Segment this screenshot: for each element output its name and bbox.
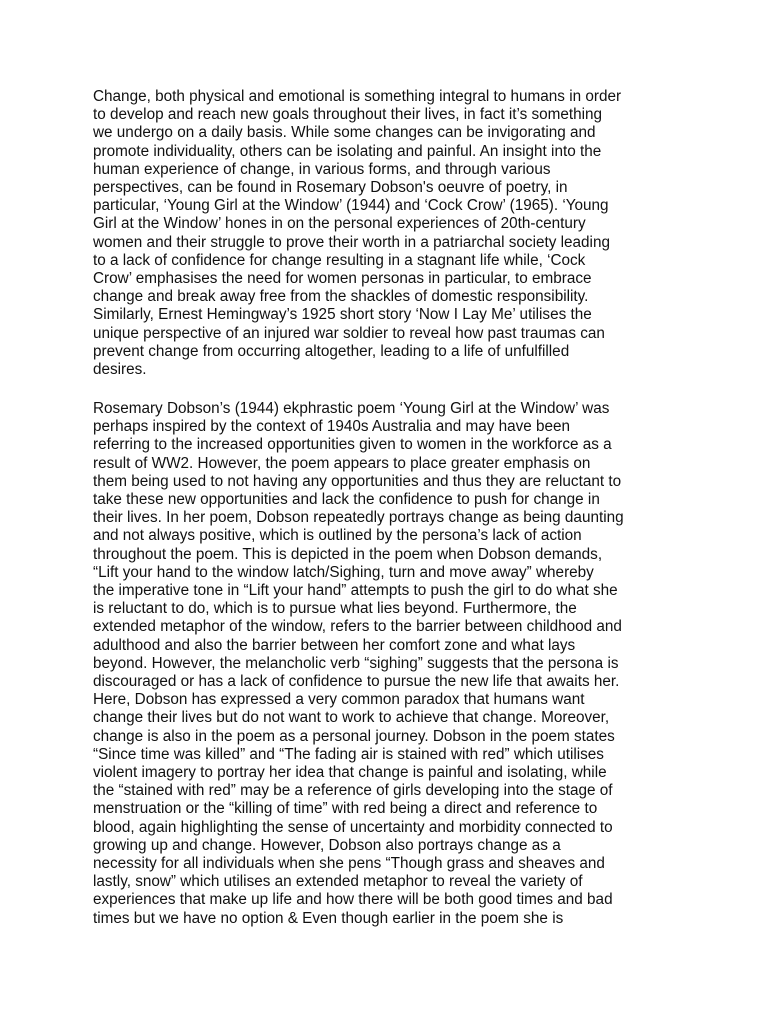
text-line: prevent change from occurring altogether, leading to a life of unfulfilled <box>93 342 570 360</box>
text-line: their lives. In her poem, Dobson repeatedly portrays change as being daunting <box>93 509 624 527</box>
text-line: growing up and change. However, Dobson also portrays change as a <box>93 836 561 854</box>
paragraph-intro <box>93 88 693 379</box>
text-line: violent imagery to portray her idea that change is painful and isolating, while <box>93 764 607 782</box>
text-line: desires. <box>93 361 147 379</box>
text-line: lastly, snow” which utilises an extended metaphor to reveal the variety of <box>93 873 583 891</box>
text-line: take these new opportunities and lack the confidence to push for change in <box>93 491 600 509</box>
text-line: extended metaphor of the window, refers to the barrier between childhood and <box>93 618 622 636</box>
text-line: change and break away free from the shackles of domestic responsibility. <box>93 288 589 306</box>
text-line: Here, Dobson has expressed a very common paradox that humans want <box>93 691 585 709</box>
text-line: Crow’ emphasises the need for women personas in particular, to embrace <box>93 270 592 288</box>
text-line: to a lack of confidence for change resulting in a stagnant life while, ‘Cock <box>93 251 586 269</box>
text-line: to develop and reach new goals throughout their lives, in fact it’s something <box>93 106 603 124</box>
text-line: unique perspective of an injured war soldier to reveal how past traumas can <box>93 324 605 342</box>
text-line: Girl at the Window’ hones in on the personal experiences of 20th-century <box>93 215 586 233</box>
text-line: change is also in the poem as a personal journey. Dobson in the poem states <box>93 727 615 745</box>
text-line: discouraged or has a lack of confidence to pursue the new life that awaits her. <box>93 673 620 691</box>
text-line: Rosemary Dobson’s (1944) ekphrastic poem ‘Young Girl at the Window’ was <box>93 400 610 417</box>
text-line: and not always positive, which is outlined by the persona’s lack of action <box>93 527 582 545</box>
text-line: the “stained with red” may be a reference of girls developing into the stage of <box>93 782 613 800</box>
text-line: change their lives but do not want to work to achieve that change. Moreover, <box>93 709 610 727</box>
text-line: times but we have no option & Even though earlier in the poem she is <box>93 909 564 927</box>
text-line: “Since time was killed” and “The fading air is stained with red” which utilises <box>93 745 604 763</box>
text-line: we undergo on a daily basis. While some changes can be invigorating and <box>93 124 596 142</box>
text-line: them being used to not having any opportunities and thus they are reluctant to <box>93 472 622 490</box>
text-line: Change, both physical and emotional is something integral to humans in order <box>93 88 622 105</box>
text-line: throughout the poem. This is depicted in the poem when Dobson demands, <box>93 545 603 563</box>
text-line: promote individuality, others can be isolating and painful. An insight into the <box>93 142 602 160</box>
text-line: perhaps inspired by the context of 1940s Australia and may have been <box>93 418 571 436</box>
text-line: adulthood and also the barrier between her comfort zone and what lays <box>93 636 576 654</box>
text-line: experiences that make up life and how there will be both good times and bad <box>93 891 613 909</box>
text-line: referring to the increased opportunities given to women in the workforce as a <box>93 436 612 454</box>
text-line: necessity for all individuals when she pens “Though grass and sheaves and <box>93 855 605 873</box>
text-line: human experience of change, in various forms, and through various <box>93 160 551 178</box>
text-line: perspectives, can be found in Rosemary Dobson's oeuvre of poetry, in <box>93 179 568 197</box>
text-line: the imperative tone in “Lift your hand” attempts to push the girl to do what she <box>93 582 618 600</box>
text-line: particular, ‘Young Girl at the Window’ (1944) and ‘Cock Crow’ (1965). ‘Young <box>93 197 609 215</box>
text-line: “Lift your hand to the window latch/Sighing, turn and move away” whereby <box>93 563 594 581</box>
text-line: women and their struggle to prove their worth in a patriarchal society leading <box>93 233 610 251</box>
text-line: menstruation or the “killing of time” with red being a direct and reference to <box>93 800 598 818</box>
text-line: beyond. However, the melancholic verb “sighing” suggests that the persona is <box>93 654 619 672</box>
text-line: result of WW2. However, the poem appears to place greater emphasis on <box>93 454 591 472</box>
text-line: Similarly, Ernest Hemingway’s 1925 short story ‘Now I Lay Me’ utilises the <box>93 306 592 324</box>
text-line: blood, again highlighting the sense of uncertainty and morbidity connected to <box>93 818 613 836</box>
paragraph-analysis <box>93 400 693 928</box>
text-line: is reluctant to do, which is to pursue what lies beyond. Furthermore, the <box>93 600 577 618</box>
